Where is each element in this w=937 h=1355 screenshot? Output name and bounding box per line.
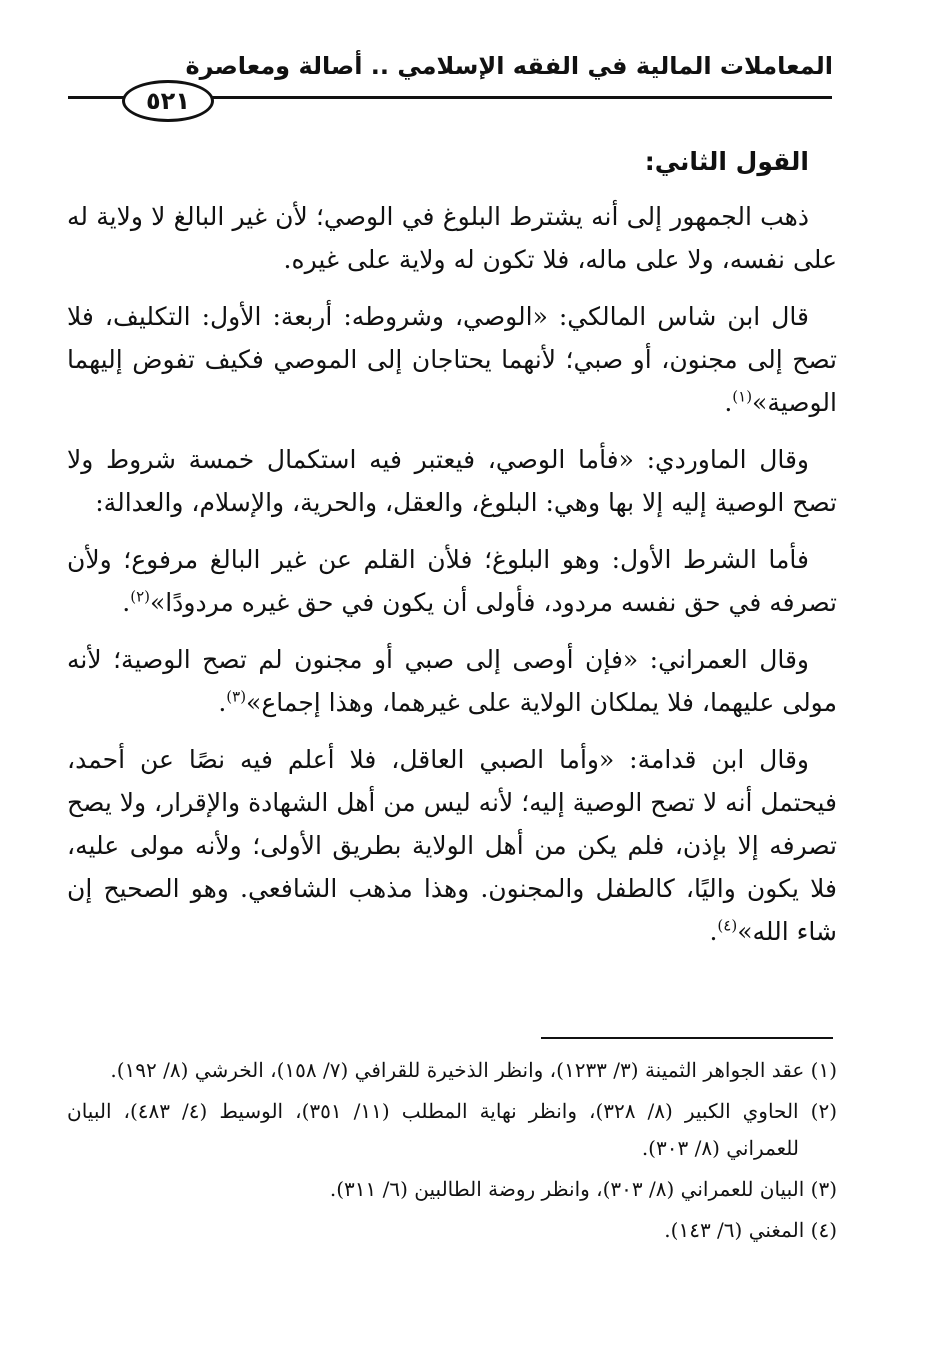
sentence-end: . [122,588,131,617]
sentence-end: . [709,917,718,946]
paragraph-ibn-qudama [67,738,837,953]
sentence-end: . [218,688,227,717]
paragraph-first-condition [67,538,837,624]
footnote-ref-1: (١) [732,387,753,406]
section-subheading: القول الثاني: [644,147,809,176]
quote-first-condition: فأما الشرط الأول: وهو البلوغ؛ فلأن القلم عن غير البالغ مرفوع؛ ولأن تصرفه في حق نفسه مردود، فأولى أن يكون في حق غيره مردودًا» [67,545,837,617]
footnote-ref-2: (٢) [130,587,150,606]
paragraph-jumhur: ذهب الجمهور إلى أنه يشترط البلوغ في الوصي؛ لأن غير البالغ لا ولاية له على نفسه، ولا على ماله، فلا تكون له ولاية على غيره. [67,202,837,274]
paragraph-ibn-shas [67,295,837,424]
footnote-4: (٤) المغني (٦/ ١٤٣). [664,1218,837,1242]
page-number-badge: ٥٢١ [122,80,214,122]
footnote-2: (٢) الحاوي الكبير (٨/ ٣٢٨)، وانظر نهاية المطلب (١١/ ٣٥١)، الوسيط (٤/ ٤٨٣)، البيان للعمراني (٨/ ٣٠٣). [67,1099,837,1160]
footnote-ref-4: (٤) [717,916,738,935]
footnote-1: (١) عقد الجواهر الثمينة (٣/ ١٢٣٣)، وانظر الذخيرة للقرافي (٧/ ١٥٨)، الخرشي (٨/ ١٩٢). [110,1058,837,1082]
footnote-3: (٣) البيان للعمراني (٨/ ٣٠٣)، وانظر روضة الطالبين (٦/ ٣١١). [329,1177,837,1201]
quote-imrani: وقال العمراني: «فإن أوصى إلى صبي أو مجنون لم تصح الوصية؛ لأنه مولى عليهما، فلا يملكان الولاية على غيرهما، وهذا إجماع» [67,645,837,717]
footnotes [67,1052,837,1253]
quote-ibn-qudama: وقال ابن قدامة: «وأما الصبي العاقل، فلا أعلم فيه نصًا عن أحمد، فيحتمل أنه لا تصح الوصية إليه؛ لأنه ليس من أهل الشهادة والإقرار، ولا يصح تصرفه إلا بإذن، فلم يكن من أهل الولاية بطريق الأولى؛ ولأنه مولى عليه، فلا يكون واليًا، كالطفل والمجنون. وهذا مذهب الشافعي. وهو الصحيح إن شاء الله» [67,745,837,946]
quote-ibn-shas: قال ابن شاس المالكي: «الوصي، وشروطه: أربعة: الأول: التكليف، فلا تصح إلى مجنون، أو صبي؛ لأنهما يحتاجان إلى الموصي فكيف تفوض إليهما الوصية» [67,302,837,417]
running-title: المعاملات المالية في الفقه الإسلامي .. أصالة ومعاصرة [185,52,833,80]
footnote-ref-3: (٣) [226,687,247,706]
paragraph-mawardi: وقال الماوردي: «فأما الوصي، فيعتبر فيه استكمال خمسة شروط ولا تصح الوصية إليه إلا بها وهي: البلوغ، والعقل، والحرية، والإسلام، والعدالة: [67,445,837,517]
sentence-end: . [724,388,733,417]
main-text [67,140,837,967]
paragraph-imrani [67,638,837,724]
footnote-separator [541,1037,833,1039]
